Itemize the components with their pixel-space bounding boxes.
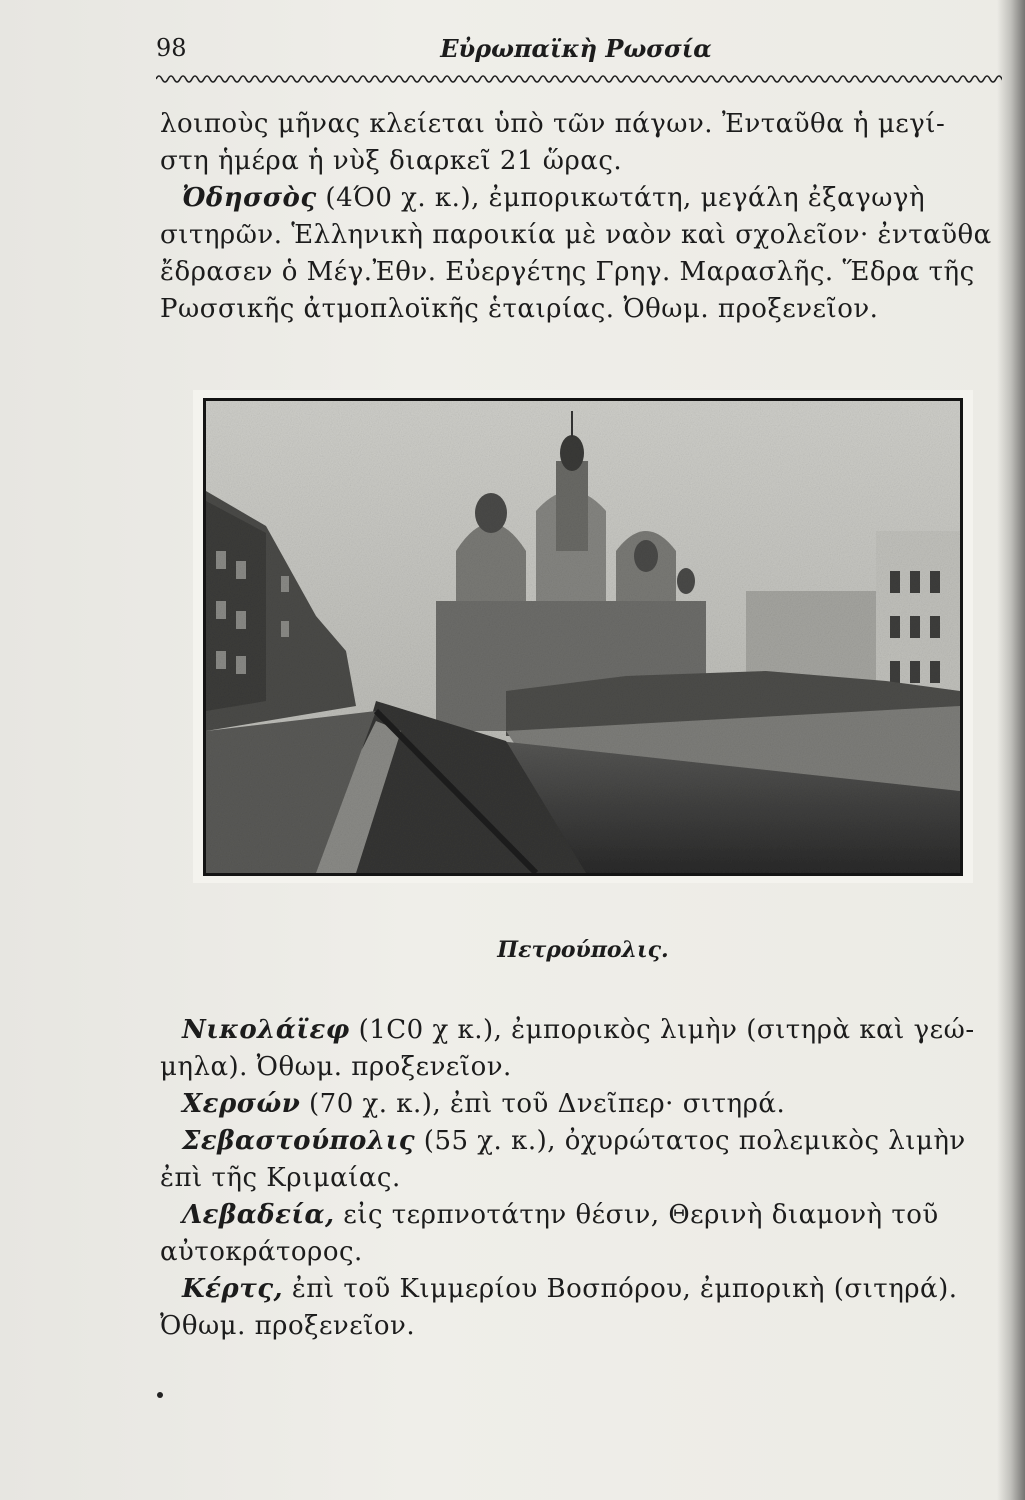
entry-text: (70 χ. κ.), ἐπὶ τοῦ Δνεῖπερ· σιτηρά. [300, 1089, 786, 1119]
page-number: 98 [156, 34, 187, 62]
entry-text: εἰς τερπνοτάτην θέσιν, Θερινὴ διαμονὴ τοῦ [334, 1200, 939, 1230]
entry-text: (1C0 χ κ.), ἐμπορικὸς λιμὴν (σιτηρὰ καὶ γεώ- [349, 1015, 975, 1045]
entry-text: (55 χ. κ.), ὀχυρώτατος πολεμικὸς λιμὴν [415, 1126, 966, 1156]
text-line: Ὀθωμ. προξενεῖον. [160, 1311, 416, 1341]
entry-name: Κέρτς, [182, 1274, 284, 1304]
entry-sevastopol [160, 1123, 1010, 1160]
text-line: σιτηρῶν. Ἑλληνικὴ παροικία μὲ ναὸν καὶ σχολεῖον· ἐνταῦθα [160, 220, 992, 250]
text-line: Ρωσσικῆς ἀτμοπλοϊκῆς ἑταιρίας. Ὀθωμ. προξενεῖον. [160, 294, 879, 324]
petersburg-canal-photo [206, 401, 960, 873]
figure-caption: Πετρούπολις. [497, 937, 669, 963]
entry-name: Χερσών [182, 1089, 301, 1119]
figure-photograph [193, 390, 973, 883]
text-line: αὐτοκράτορος. [160, 1237, 363, 1267]
entry-name: Νικολάϊεφ [182, 1015, 350, 1045]
print-speck [157, 1392, 163, 1398]
running-title: Εὐρωπαϊκὴ Ρωσσία [440, 34, 712, 63]
entry-name: Ὀδησσὸς [182, 183, 317, 213]
entry-name: Λεβαδεία, [182, 1200, 335, 1230]
photo-frame [203, 398, 963, 876]
text-line: ἐπὶ τῆς Κριμαίας. [160, 1163, 401, 1193]
entry-kherson [160, 1086, 1010, 1123]
header-wavy-rule [156, 72, 1002, 86]
entry-kerch [160, 1271, 1010, 1308]
page-gutter-shadow [997, 0, 1025, 1500]
page-header [156, 30, 996, 70]
bottom-text-block [160, 1012, 1010, 1345]
text-line: μηλα). Ὀθωμ. προξενεῖον. [160, 1052, 512, 1082]
entry-name: Σεβαστούπολις [182, 1126, 416, 1156]
text-line: ἔδρασεν ὁ Μέγ.Ἐθν. Εὐεργέτης Γρηγ. Μαρασλῆς. Ἕδρα τῆς [160, 257, 975, 287]
entry-text: (4Ό0 χ. κ.), ἐμπορικωτάτη, μεγάλη ἐξαγωγὴ [316, 183, 926, 213]
entry-nikolaev [160, 1012, 1010, 1049]
entry-text: ἐπὶ τοῦ Κιμμερίου Βοσπόρου, ἐμπορικὴ (σιτηρά). [283, 1274, 958, 1304]
entry-livadia [160, 1197, 1010, 1234]
text-line: στη ἡμέρα ἡ νὺξ διαρκεῖ 21 ὥρας. [160, 146, 623, 176]
entry-odessa [160, 180, 1010, 217]
text-line: λοιποὺς μῆνας κλείεται ὑπὸ τῶν πάγων. Ἐνταῦθα ἡ μεγί- [160, 109, 946, 139]
top-text-block [160, 106, 1010, 328]
